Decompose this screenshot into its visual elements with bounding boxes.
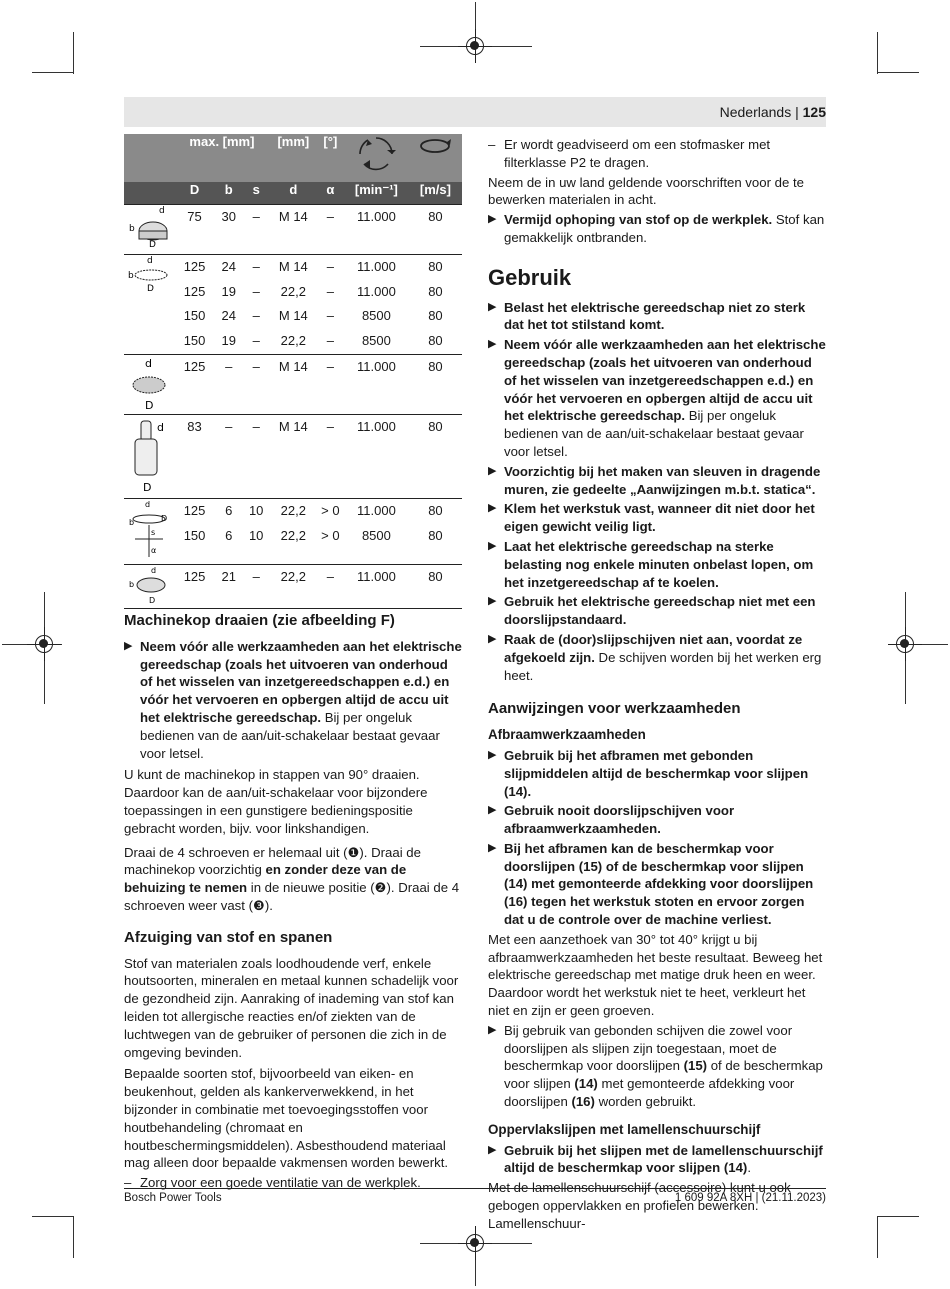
table-cell: M 14 — [278, 308, 308, 323]
bullet-arrow-icon: ▶ — [488, 338, 497, 351]
header-language: Nederlands — [719, 104, 792, 120]
bullet-item: ▶ Gebruik nooit doorslijpschijven voor afbraamwerkzaamheden. — [488, 803, 735, 837]
table-cell: 22,2 — [280, 284, 306, 299]
crop-mark — [877, 72, 919, 73]
table-row — [124, 280, 462, 304]
table-end-rule — [124, 608, 462, 610]
table-cell: 10 — [242, 498, 269, 524]
bullet-item: ▶ Voorzichtig bij het maken van sleuven in dragende muren, zie gedeelte „Aanwijzingen m.b.t. statica“. — [488, 463, 821, 497]
table-cell: – — [326, 308, 334, 323]
crop-mark — [32, 72, 74, 73]
bullet-arrow-icon: ▶ — [488, 300, 497, 313]
table-cell: 8500 — [361, 333, 391, 348]
table-cell: 21 — [215, 564, 242, 608]
bullet-arrow-icon: ▶ — [488, 841, 497, 854]
table-cell: M 14 — [270, 204, 317, 254]
table-cell: 80 — [428, 308, 443, 323]
crop-mark — [32, 1216, 74, 1217]
table-cell: 80 — [428, 528, 443, 543]
table-cell: 11.000 — [344, 414, 409, 498]
table-row — [124, 354, 462, 414]
table-cell: – — [215, 354, 242, 414]
table-cell: 80 — [409, 354, 462, 414]
svg-text:b: b — [129, 579, 135, 589]
table-cell: 8500 — [361, 528, 391, 543]
svg-text:D: D — [149, 595, 156, 605]
col-d: d — [289, 182, 298, 197]
svg-text:d: d — [147, 255, 153, 266]
bullet-arrow-icon: ▶ — [488, 632, 497, 645]
svg-text:d: d — [159, 205, 165, 216]
dash-mark: – — [124, 1175, 132, 1191]
page-header — [720, 104, 826, 120]
right-column — [488, 136, 826, 1235]
bullet-item: ▶ Klem het werkstuk vast, wanneer dit niet door het eigen gewicht veilig ligt. — [488, 501, 815, 535]
table-subheader-row — [124, 182, 462, 204]
subheading-oppervlak: Oppervlakslijpen met lamellenschuurschijf — [488, 1121, 761, 1137]
footer-brand: Bosch Power Tools — [124, 1192, 222, 1204]
bullet-arrow-icon: ▶ — [488, 1023, 497, 1036]
table-body — [124, 204, 462, 610]
table-cell: M 14 — [270, 414, 317, 498]
table-cell: 75 — [174, 204, 215, 254]
bullet-item: ▶ Laat het elektrische gereedschap na sterke belasting nog enkele minuten onbelast lopen, om het inzetgereedschap af te koelen. — [488, 538, 814, 590]
table-cell: 11.000 — [344, 204, 409, 254]
table-cell: 80 — [409, 498, 462, 524]
crop-mark — [73, 32, 74, 74]
table-cell: 30 — [215, 204, 242, 254]
table-cell: 24 — [221, 308, 236, 323]
table-cell: – — [242, 254, 269, 280]
table-row — [124, 329, 462, 354]
dash-item: – Er wordt geadviseerd om een stofmasker met filterklasse P2 te dragen. — [488, 137, 771, 170]
bullet-arrow-icon: ▶ — [124, 639, 133, 652]
table-cell: 11.000 — [344, 564, 409, 608]
table-cell: 19 — [221, 333, 236, 348]
tool-diagram-icon — [124, 498, 174, 564]
page-number: 125 — [802, 104, 826, 120]
peripheral-speed-icon — [409, 134, 462, 182]
bullet-item: ▶ Neem vóór alle werkzaamheden aan het elektrische gereedschap (zoals het uitvoeren van onderhoud of het wisselen van inzetgereedschappen e.d.) en vóór het vervoeren en opbergen altijd de accu uit het elektrische gereedschap. Bij per ongeluk bedienen van de aan/uit-schakelaar bestaat gevaar voor letsel. — [488, 337, 826, 459]
svg-text:α: α — [151, 545, 157, 555]
paragraph: Bepaalde soorten stof, bijvoorbeeld van eiken- en beukenhout, gelden als kankerverwekkend, in het bijzonder in combinatie met toevoegingsstoffen voor houtbehandeling (chromaat en houtbeschermingsmiddelen). Asbesthoudend materiaal mag alleen door bepaalde vakmensen worden bewerkt. — [124, 1066, 449, 1171]
table-cell: M 14 — [270, 254, 317, 280]
bullet-item: ▶ Gebruik het elektrische gereedschap niet met een doorslijpstandaard. — [488, 594, 816, 628]
tool-diagram-icon — [124, 204, 174, 254]
subheading-afbraam: Afbraamwerkzaamheden — [488, 727, 646, 743]
rotation-icon — [344, 134, 409, 182]
table-cell: 80 — [409, 564, 462, 608]
table-cell: M 14 — [270, 354, 317, 414]
table-cell: 11.000 — [344, 498, 409, 524]
table-cell: 150 — [183, 528, 206, 543]
table-cell: – — [242, 564, 269, 608]
dash-item: – Zorg voor een goede ventilatie van de werkplek. — [124, 1175, 421, 1191]
registration-mark-icon — [896, 635, 914, 653]
table-cell: > 0 — [321, 528, 340, 543]
col-s: s — [252, 182, 260, 197]
tool-diagram-icon — [124, 564, 174, 608]
heading-machinekop: Machinekop draaien (zie afbeelding F) — [124, 612, 395, 629]
table-cell: 80 — [409, 414, 462, 498]
table-cell: – — [317, 254, 344, 280]
page-footer — [124, 1188, 826, 1204]
svg-text:d: d — [151, 565, 157, 575]
svg-text:d: d — [145, 356, 152, 370]
paragraph: Met de lamellenschuurschijf (accessoire) kunt u ook gebogen oppervlakken en profielen bewerken. Lamellenschuur- — [488, 1180, 791, 1231]
bullet-item: ▶ Vermijd ophoping van stof op de werkplek. Stof kan gemakkelijk ontbranden. — [488, 212, 825, 245]
table-row — [124, 564, 462, 608]
bullet-item: ▶ Bij gebruik van gebonden schijven die zowel voor doorslijpen als slijpen zijn toegestaan, moet de beschermkap voor doorslijpen (15) of de beschermkap voor slijpen (14) met gemonteerde afdekking voor doorslijpen (16) worden gebruikt. — [488, 1022, 823, 1110]
table-cell: – — [252, 284, 260, 299]
spec-table — [124, 134, 462, 610]
table-cell: 80 — [428, 284, 443, 299]
table-cell: – — [242, 414, 269, 498]
svg-text:D: D — [161, 513, 168, 523]
table-cell: – — [252, 333, 260, 348]
table-cell: 80 — [409, 204, 462, 254]
table-cell: 125 — [174, 498, 215, 524]
table-cell: 150 — [183, 308, 206, 323]
bullet-item: ▶ Bij het afbramen kan de beschermkap voor doorslijpen (15) of de beschermkap voor slijpen (14) met gemonteerde afdekking voor doorslijpen (16) tegen het werkstuk stoten en ervoor zorgen dat u de controle over de machine verliest. — [488, 840, 814, 928]
table-cell: 125 — [174, 564, 215, 608]
table-row — [124, 524, 462, 564]
table-cell: 6 — [215, 498, 242, 524]
col-b: b — [224, 182, 233, 197]
svg-text:D: D — [149, 239, 156, 249]
svg-text:b: b — [129, 517, 135, 527]
table-cell: – — [326, 333, 334, 348]
col-D: D — [189, 182, 200, 197]
crop-mark — [877, 1216, 919, 1217]
table-cell: – — [242, 354, 269, 414]
table-row — [124, 254, 462, 280]
bullet-text: Bij per ongeluk bedienen van de aan/uit-schakelaar bestaat gevaar voor letsel. — [140, 709, 440, 761]
table-row — [124, 414, 462, 498]
heading-aanwijzingen: Aanwijzingen voor werkzaamheden — [488, 700, 741, 718]
bullet-item: ▶ Gebruik bij het slijpen met de lamellenschuurschijf altijd de beschermkap voor slijpen (14). — [488, 1142, 823, 1176]
registration-mark-icon — [466, 1234, 484, 1252]
header-max-mm: max. [mm] — [189, 134, 255, 149]
table-cell: 6 — [225, 528, 233, 543]
bullet-bold-text: Neem vóór alle werkzaamheden aan het elektrische gereedschap (zoals het uitvoeren van onderhoud of het wisselen van inzetgereedschappen e.d.) en vóór het vervoeren en opbergen altijd de accu uit het elektrische gereedschap. — [140, 638, 462, 725]
crop-mark — [73, 1216, 74, 1258]
paragraph: Stof van materialen zoals loodhoudende verf, enkele houtsoorten, mineralen en metaal kunnen schadelijk voor de gezondheid zijn. Aanraking of inademing van stof kan leiden tot allergische reacties en/of ziekten van de luchtwegen van de gebruiker of personen die zich in de omgeving bevinden. — [124, 955, 459, 1060]
table-cell: 83 — [174, 414, 215, 498]
svg-text:b: b — [128, 270, 134, 281]
header-mm: [mm] — [277, 134, 310, 149]
registration-mark-icon — [466, 37, 484, 55]
left-column — [124, 612, 463, 1194]
paragraph: Neem de in uw land geldende voorschriften voor de te bewerken materialen in acht. — [488, 174, 804, 208]
col-alpha: α — [326, 182, 335, 197]
table-cell: 125 — [174, 354, 215, 414]
svg-text:D: D — [147, 283, 154, 294]
table-row — [124, 204, 462, 254]
bullet-arrow-icon: ▶ — [488, 1143, 497, 1156]
bullet-arrow-icon: ▶ — [488, 539, 497, 552]
svg-text:d: d — [145, 499, 151, 509]
table-header-row — [124, 134, 462, 182]
table-cell: 80 — [409, 254, 462, 280]
bullet-arrow-icon: ▶ — [488, 213, 497, 226]
table-cell: > 0 — [317, 498, 344, 524]
tool-diagram-icon — [124, 414, 174, 498]
svg-text:s: s — [151, 527, 156, 537]
table-cell: 22,2 — [270, 498, 317, 524]
table-cell: 150 — [183, 333, 206, 348]
bullet-item — [124, 638, 463, 763]
table-row — [124, 498, 462, 524]
table-cell: – — [317, 354, 344, 414]
crop-mark — [877, 32, 878, 74]
footer-doc-id: 1 609 92A 8XH | (21.11.2023) — [674, 1192, 826, 1204]
bullet-item: ▶ Gebruik bij het afbramen met gebonden slijpmiddelen altijd de beschermkap voor slijpen (14). — [488, 747, 809, 799]
bullet-item: ▶ Belast het elektrische gereedschap niet zo sterk dat het tot stilstand komt. — [488, 299, 806, 333]
bullet-arrow-icon: ▶ — [488, 804, 497, 817]
table-cell: 11.000 — [344, 254, 409, 280]
table-cell: 22,2 — [270, 564, 317, 608]
table-cell: 125 — [174, 254, 215, 280]
paragraph: Draai de 4 schroeven er helemaal uit (❶). Draai de machinekop voorzichtig en zonder deze van de behuizing te nemen in de nieuwe positie (❷). Draai de 4 schroeven weer vast (❸). — [124, 844, 460, 913]
svg-text:b: b — [129, 223, 135, 234]
bullet-arrow-icon: ▶ — [488, 502, 497, 515]
svg-text:d: d — [157, 420, 164, 434]
table-cell: 11.000 — [344, 354, 409, 414]
svg-text:D: D — [143, 480, 152, 494]
registration-mark-icon — [35, 635, 53, 653]
bullet-arrow-icon: ▶ — [488, 595, 497, 608]
tool-diagram-icon — [124, 254, 174, 354]
table-cell: 80 — [428, 333, 443, 348]
table-cell: – — [317, 414, 344, 498]
bullet-item: ▶ Raak de (door)slijpschijven niet aan, voordat ze afgekoeld zijn. De schijven worden bij het werken erg heet. — [488, 631, 822, 683]
bullet-arrow-icon: ▶ — [488, 464, 497, 477]
table-cell: – — [326, 284, 334, 299]
tool-diagram-icon — [124, 354, 174, 414]
table-cell: – — [252, 308, 260, 323]
dash-mark: – — [488, 137, 496, 152]
crop-mark — [877, 1216, 878, 1258]
header-separator: | — [795, 104, 799, 120]
table-cell: 19 — [221, 284, 236, 299]
table-cell: – — [317, 204, 344, 254]
table-cell: 125 — [183, 284, 206, 299]
table-cell: 24 — [215, 254, 242, 280]
paragraph: U kunt de machinekop in stappen van 90° draaien. Daardoor kan de aan/uit-schakelaar voor bijzondere toepassingen in een gunstigere bedieningspositie gebracht worden, bijv. voor linkshandigen. — [124, 767, 428, 836]
table-cell: 22,2 — [280, 333, 306, 348]
svg-text:D: D — [145, 398, 154, 411]
header-degree: [°] — [323, 134, 338, 149]
col-speed: [m/s] — [419, 182, 451, 197]
table-cell: 8500 — [361, 308, 391, 323]
heading-afzuiging: Afzuiging van stof en spanen — [124, 928, 333, 946]
col-rpm: [min⁻¹] — [354, 182, 398, 197]
paragraph: Met een aanzethoek van 30° tot 40° krijgt u bij afbraamwerkzaamheden het beste resultaat. Beweeg het elektrische gereedschap met matige druk heen en weer. Daardoor wordt het werkstuk niet te heet, verkleurt het niet en zijn er geen groeven. — [488, 931, 823, 1019]
heading-gebruik: Gebruik — [488, 264, 572, 290]
table-cell: – — [242, 204, 269, 254]
table-cell: – — [317, 564, 344, 608]
table-cell: 10 — [248, 528, 264, 543]
table-cell: – — [215, 414, 242, 498]
bullet-arrow-icon: ▶ — [488, 748, 497, 761]
table-cell: 22,2 — [280, 528, 306, 543]
table-row — [124, 304, 462, 329]
table-cell: 11.000 — [357, 284, 396, 299]
